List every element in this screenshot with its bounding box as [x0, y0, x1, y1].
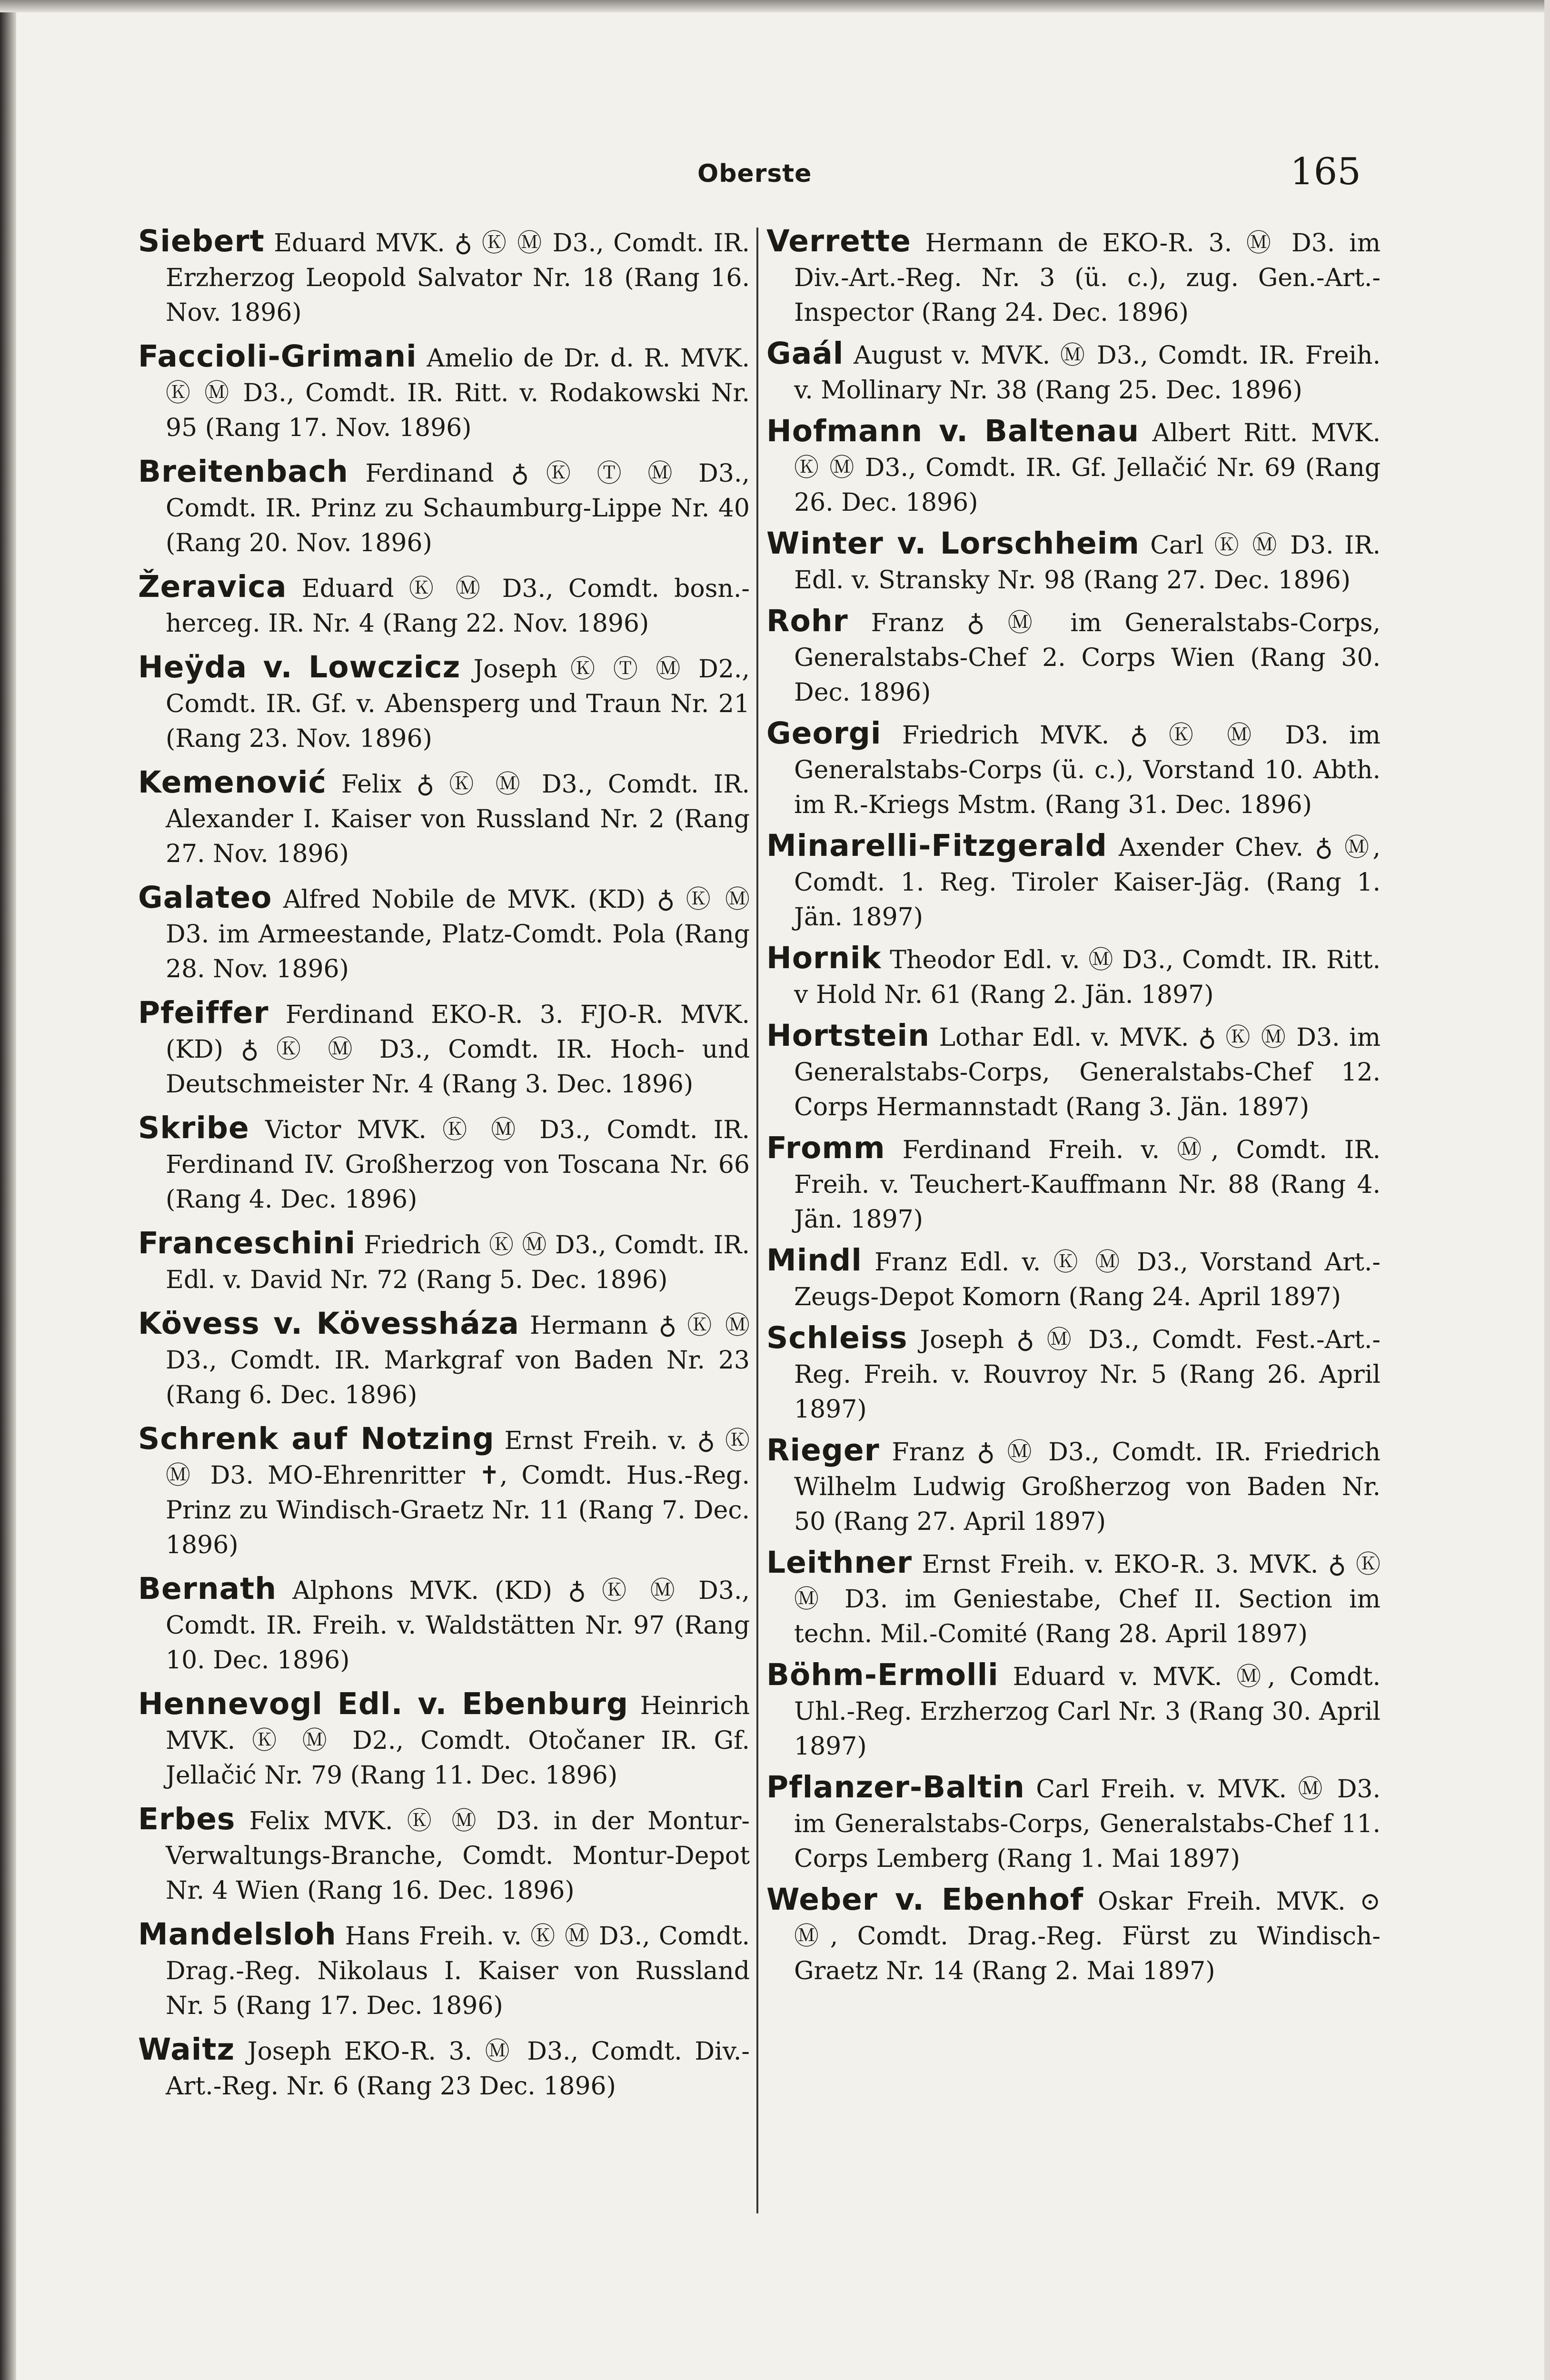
register-entry: [138, 454, 750, 561]
register-entry: [138, 765, 750, 872]
entry-text: Lothar Edl. v. MVK. ♁ Ⓚ Ⓜ D3. im Generalstabs-Corps, Generalstabs-Chef 12. Corps Hermannstadt (Rang 3. Jän. 1897): [794, 1023, 1381, 1121]
entry-name: Winter v. Lorschheim: [766, 526, 1140, 561]
entry-text: Felix ♁ Ⓚ Ⓜ D3., Comdt. IR. Alexander I. Kaiser von Russland Nr. 2 (Rang 27. Nov. 1896): [166, 770, 750, 868]
entry-text: Franz Edl. v. Ⓚ Ⓜ D3., Vorstand Art.-Zeugs-Depot Komorn (Rang 24. April 1897): [794, 1248, 1381, 1311]
register-entry: [766, 828, 1381, 935]
entry-name: Hortstein: [766, 1018, 930, 1053]
register-entry: [138, 1306, 750, 1413]
register-entry: [766, 414, 1381, 520]
entry-name: Breitenbach: [138, 454, 348, 489]
entry-text: Heinrich MVK. Ⓚ Ⓜ D2., Comdt. Otočaner IR. Gf. Jellačić Nr. 79 (Rang 11. Dec. 1896): [166, 1692, 750, 1790]
entry-text: Ferdinand EKO-R. 3. FJO-R. MVK. (KD) ♁ Ⓚ Ⓜ D3., Comdt. IR. Hoch- und Deutschmeister Nr. 4 (Rang 3. Dec. 1896): [166, 1001, 750, 1099]
register-entry: [766, 716, 1381, 823]
entry-text: Joseph ♁ Ⓜ D3., Comdt. Fest.-Art.-Reg. Freih. v. Rouvroy Nr. 5 (Rang 26. April 1897): [794, 1326, 1381, 1424]
register-entry: [766, 224, 1381, 330]
entry-name: Hornik: [766, 941, 882, 975]
entry-name: Žeravica: [138, 569, 287, 604]
register-entry: [766, 1770, 1381, 1876]
entry-text: Alfred Nobile de MVK. (KD) ♁ Ⓚ Ⓜ D3. im Armeestande, Platz-Comdt. Pola (Rang 28. Nov. 1896): [166, 885, 750, 983]
entry-name: Franceschini: [138, 1226, 356, 1260]
register-entry: [138, 1421, 750, 1563]
entry-text: Carl Ⓚ Ⓜ D3. IR. Edl. v. Stransky Nr. 98 (Rang 27. Dec. 1896): [794, 531, 1381, 595]
entry-text: Axender Chev. ♁ Ⓜ, Comdt. 1. Reg. Tiroler Kaiser-Jäg. (Rang 1. Jän. 1897): [794, 833, 1381, 932]
entry-text: Carl Freih. v. MVK. Ⓜ D3. im Generalstabs-Corps, Generalstabs-Chef 11. Corps Lemberg (Rang 1. Mai 1897): [794, 1775, 1381, 1873]
register-entry: [766, 336, 1381, 408]
register-entry: [138, 224, 750, 330]
entry-text: Franz ♁ Ⓜ im Generalstabs-Corps, Generalstabs-Chef 2. Corps Wien (Rang 30. Dec. 1896): [794, 609, 1381, 707]
entry-name: Erbes: [138, 1802, 236, 1836]
entry-name: Siebert: [138, 224, 265, 258]
register-entry: [138, 1111, 750, 1217]
entry-text: August v. MVK. Ⓜ D3., Comdt. IR. Freih. v. Mollinary Nr. 38 (Rang 25. Dec. 1896): [794, 341, 1381, 405]
entry-text: Ferdinand ♁ Ⓚ Ⓣ Ⓜ D3., Comdt. IR. Prinz zu Schaumburg-Lippe Nr. 40 (Rang 20. Nov. 1896): [166, 459, 750, 557]
entry-name: Fromm: [766, 1130, 885, 1165]
left-column: [138, 224, 750, 2112]
entry-text: Felix MVK. Ⓚ Ⓜ D3. in der Montur-Verwaltungs-Branche, Comdt. Montur-Depot Nr. 4 Wien (Rang 16. Dec. 1896): [166, 1807, 750, 1905]
entry-text: Friedrich Ⓚ Ⓜ D3., Comdt. IR. Edl. v. David Nr. 72 (Rang 5. Dec. 1896): [166, 1231, 750, 1294]
entry-text: Theodor Edl. v. Ⓜ D3., Comdt. IR. Ritt. v Hold Nr. 61 (Rang 2. Jän. 1897): [794, 946, 1381, 1009]
entry-name: Heÿda v. Lowczicz: [138, 650, 461, 684]
entry-text: Ernst Freih. v. ♁ Ⓚ Ⓜ D3. MO-Ehrenritter ✝, Comdt. Hus.-Reg. Prinz zu Windisch-Graetz Nr. 11 (Rang 7. Dec. 1896): [166, 1427, 750, 1559]
entry-text: Joseph EKO-R. 3. Ⓜ D3., Comdt. Div.-Art.-Reg. Nr. 6 (Rang 23 Dec. 1896): [166, 2037, 750, 2101]
scan-edge-left: [0, 0, 16, 2380]
register-entry: [766, 604, 1381, 710]
entry-text: Eduard Ⓚ Ⓜ D3., Comdt. bosn.-herceg. IR. Nr. 4 (Rang 22. Nov. 1896): [166, 575, 750, 638]
register-entry: [138, 339, 750, 446]
entry-name: Schleiss: [766, 1320, 908, 1355]
register-entry: [138, 995, 750, 1102]
register-entry: [766, 1320, 1381, 1427]
entry-name: Georgi: [766, 716, 882, 751]
entry-name: Kövess v. Kövessháza: [138, 1306, 519, 1341]
entry-name: Kemenović: [138, 765, 327, 800]
entry-text: Hermann ♁ Ⓚ Ⓜ D3., Comdt. IR. Markgraf von Baden Nr. 23 (Rang 6. Dec. 1896): [166, 1311, 750, 1409]
entry-text: Albert Ritt. MVK. Ⓚ Ⓜ D3., Comdt. IR. Gf. Jellačić Nr. 69 (Rang 26. Dec. 1896): [794, 419, 1381, 517]
register-entry: [766, 1018, 1381, 1125]
entry-name: Hofmann v. Baltenau: [766, 414, 1140, 448]
entry-name: Minarelli-Fitzgerald: [766, 828, 1107, 863]
entry-text: Eduard MVK. ♁ Ⓚ Ⓜ D3., Comdt. IR. Erzherzog Leopold Salvator Nr. 18 (Rang 16. Nov. 1896): [166, 229, 750, 327]
entry-name: Rieger: [766, 1433, 880, 1468]
column-rule: [756, 228, 758, 2213]
entry-text: Amelio de Dr. d. R. MVK. Ⓚ Ⓜ D3., Comdt. IR. Ritt. v. Rodakowski Nr. 95 (Rang 17. Nov. 1896): [166, 344, 750, 442]
entry-name: Galateo: [138, 880, 272, 915]
entry-text: Ernst Freih. v. EKO-R. 3. MVK. ♁ Ⓚ Ⓜ D3. im Geniestabe, Chef II. Section im techn. Mil.-Comité (Rang 28. April 1897): [794, 1550, 1381, 1648]
entry-text: Victor MVK. Ⓚ Ⓜ D3., Comdt. IR. Ferdinand IV. Großherzog von Toscana Nr. 66 (Rang 4. Dec. 1896): [166, 1116, 750, 1214]
entry-text: Oskar Freih. MVK. ⊙ Ⓜ, Comdt. Drag.-Reg. Fürst zu Windisch-Graetz Nr. 14 (Rang 2. Mai 1897): [794, 1887, 1381, 1985]
entry-text: Hermann de EKO-R. 3. Ⓜ D3. im Div.-Art.-Reg. Nr. 3 (ü. c.), zug. Gen.-Art.-Inspector (Rang 24. Dec. 1896): [794, 229, 1381, 327]
register-entry: [138, 569, 750, 641]
entry-text: Friedrich MVK. ♁ Ⓚ Ⓜ D3. im Generalstabs-Corps (ü. c.), Vorstand 10. Abth. im R.-Kriegs Mstm. (Rang 31. Dec. 1896): [794, 721, 1381, 819]
entry-name: Hennevogl Edl. v. Ebenburg: [138, 1686, 629, 1721]
entry-text: Ferdinand Freih. v. Ⓜ, Comdt. IR. Freih. v. Teuchert-Kauffmann Nr. 88 (Rang 4. Jän. 1897): [794, 1136, 1381, 1234]
register-entry: [766, 526, 1381, 598]
register-entry: [138, 1802, 750, 1908]
entry-name: Böhm-Ermolli: [766, 1657, 999, 1692]
register-entry: [138, 1917, 750, 2023]
register-entry: [766, 941, 1381, 1012]
register-entry: [766, 1243, 1381, 1315]
entry-name: Verrette: [766, 224, 911, 258]
entry-name: Bernath: [138, 1571, 277, 1606]
register-entry: [138, 2032, 750, 2104]
scan-edge-top: [0, 0, 1550, 12]
entry-name: Weber v. Ebenhof: [766, 1882, 1084, 1917]
register-entry: [766, 1433, 1381, 1539]
page-number: 165: [1290, 150, 1361, 193]
register-entry: [138, 1571, 750, 1678]
entry-name: Pflanzer-Baltin: [766, 1770, 1025, 1805]
register-entry: [766, 1657, 1381, 1764]
entry-text: Alphons MVK. (KD) ♁ Ⓚ Ⓜ D3., Comdt. IR. Freih. v. Waldstätten Nr. 97 (Rang 10. Dec. 1896): [166, 1577, 750, 1675]
scan-edge-right: [1544, 0, 1550, 2380]
entry-name: Gaál: [766, 336, 844, 371]
entry-name: Skribe: [138, 1111, 249, 1145]
register-entry: [138, 880, 750, 987]
entry-name: Pfeiffer: [138, 995, 269, 1030]
register-entry: [138, 650, 750, 756]
running-head: Oberste: [697, 159, 812, 188]
right-column: [766, 224, 1381, 1994]
register-entry: [766, 1545, 1381, 1652]
entry-name: Leithner: [766, 1545, 913, 1580]
register-entry: [766, 1130, 1381, 1237]
entry-name: Schrenk auf Notzing: [138, 1421, 495, 1456]
entry-name: Rohr: [766, 604, 848, 638]
entry-name: Mindl: [766, 1243, 862, 1278]
entry-text: Franz ♁ Ⓜ D3., Comdt. IR. Friedrich Wilhelm Ludwig Großherzog von Baden Nr. 50 (Rang 27. April 1897): [794, 1438, 1381, 1536]
entry-text: Joseph Ⓚ Ⓣ Ⓜ D2., Comdt. IR. Gf. v. Abensperg und Traun Nr. 21 (Rang 23. Nov. 1896): [166, 655, 750, 753]
entry-text: Hans Freih. v. Ⓚ Ⓜ D3., Comdt. Drag.-Reg. Nikolaus I. Kaiser von Russland Nr. 5 (Rang 17. Dec. 1896): [166, 1922, 750, 2020]
entry-name: Waitz: [138, 2032, 235, 2067]
register-entry: [766, 1882, 1381, 1989]
entry-name: Faccioli-Grimani: [138, 339, 417, 374]
register-entry: [138, 1226, 750, 1298]
register-entry: [138, 1686, 750, 1793]
entry-text: Eduard v. MVK. Ⓜ, Comdt. Uhl.-Reg. Erzherzog Carl Nr. 3 (Rang 30. April 1897): [794, 1663, 1381, 1761]
entry-name: Mandelsloh: [138, 1917, 337, 1952]
